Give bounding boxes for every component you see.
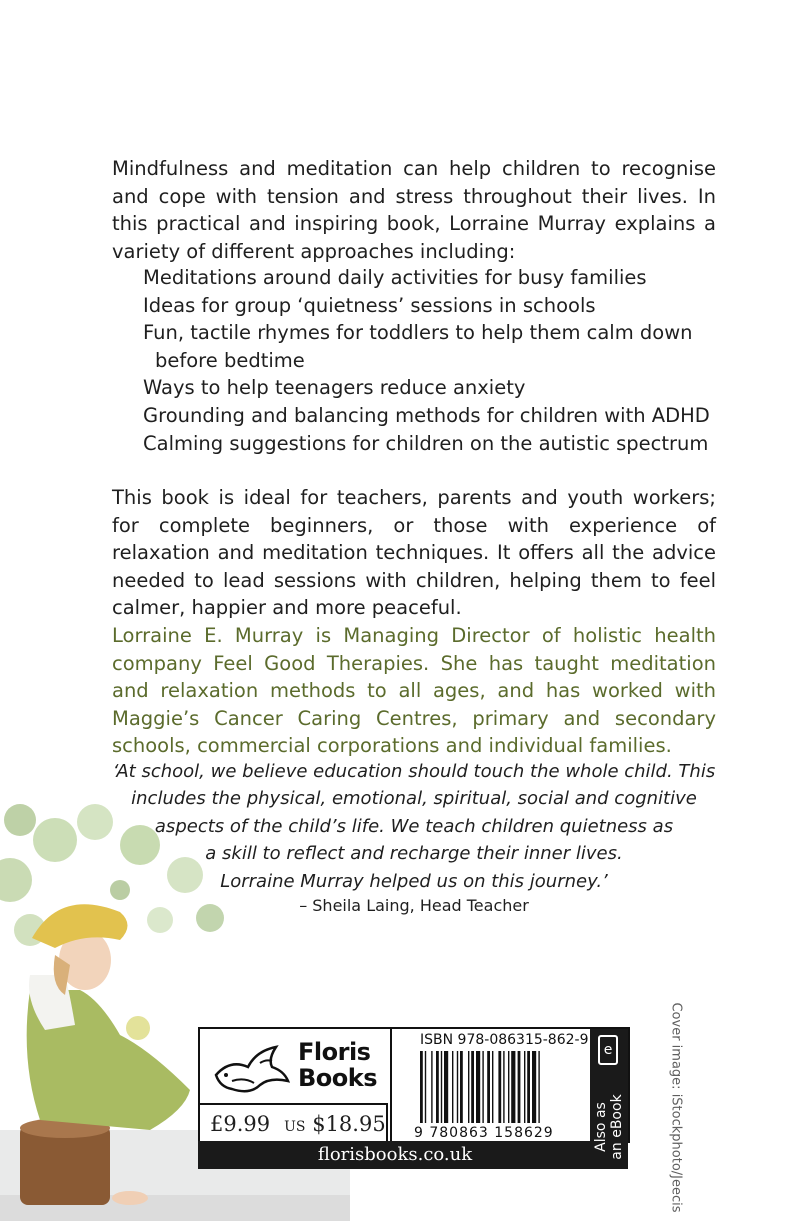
quote-line: Lorraine Murray helped us on this journey.’ [220, 870, 608, 892]
barcode [418, 1051, 578, 1125]
price-usd [284, 1112, 386, 1136]
barcode-bar [420, 1051, 423, 1123]
list-item: Grounding and balancing methods for children with ADHD [143, 403, 710, 427]
usd-value: $18.95 [312, 1112, 386, 1136]
ebook-label [593, 1078, 625, 1176]
ebook-icon: e [598, 1035, 618, 1065]
barcode-bar [511, 1051, 515, 1123]
list-item: Meditations around daily activities for busy families [143, 266, 647, 289]
barcode-bar [527, 1051, 530, 1123]
barcode-bar [471, 1051, 474, 1123]
price-gbp: £9.99 [210, 1112, 271, 1136]
barcode-bar [482, 1051, 483, 1123]
audience-paragraph: This book is ideal for teachers, parents and youth workers; for complete beginners, or those with experience of relaxation and meditation techniques. It offers all the advice needed to lead sessions with children, helping them to feel calmer, happier and more peaceful. [112, 486, 716, 620]
ebook-label-line: Also as [593, 1102, 609, 1152]
publisher-name [298, 1039, 390, 1091]
isbn-area [390, 1029, 596, 1143]
price-barcode-block [198, 1027, 630, 1170]
barcode-bar [498, 1051, 501, 1123]
intro-paragraph: Mindfulness and meditation can help children to recognise and cope with tension and stress throughout their lives. In this practical and inspiring book, Lorraine Murray explains a variety of different approaches including: [112, 157, 716, 263]
barcode-bar [460, 1051, 463, 1123]
barcode-bar [503, 1051, 504, 1123]
publisher-name-line: Books [298, 1064, 378, 1092]
barcode-bar [538, 1051, 539, 1123]
barcode-number: 9 780863 158629 [414, 1125, 554, 1141]
barcode-bar [532, 1051, 536, 1123]
ebook-label-line: an eBook [609, 1094, 625, 1160]
barcode-bar [518, 1051, 521, 1123]
list-item: Fun, tactile rhymes for toddlers to help them calm down before bedtime [143, 321, 693, 372]
quote-line: ‘At school, we believe education should touch the whole child. This [112, 761, 716, 782]
list-item: Calming suggestions for children on the autistic spectrum [143, 431, 709, 455]
approaches-list [143, 264, 718, 457]
publisher-name-line: Floris [298, 1038, 371, 1066]
author-bio: Lorraine E. Murray is Managing Director of holistic health company Feel Good Therapies. She has taught meditation and relaxation methods to all ages, and has worked with Maggie’s Cancer Caring Centres, primary and secondary schools, commercial corporations and individual families. [112, 624, 716, 758]
list-item: Ways to help teenagers reduce anxiety [143, 376, 526, 400]
dove-icon [210, 1037, 290, 1099]
barcode-bar [444, 1051, 448, 1123]
barcode-bar [436, 1051, 439, 1123]
quote-line: a skill to reflect and recharge their inner lives. [205, 843, 623, 865]
list-item: Ideas for group ‘quietness’ sessions in schools [143, 293, 596, 317]
barcode-bar [441, 1051, 442, 1123]
quote-attribution: – Sheila Laing, Head Teacher [299, 896, 529, 915]
barcode-bar [452, 1051, 453, 1123]
price-row [200, 1103, 388, 1143]
barcode-bar [476, 1051, 480, 1123]
isbn-text: ISBN 978-086315-862-9 [420, 1032, 589, 1048]
barcode-bar [457, 1051, 458, 1123]
barcode-bar [487, 1051, 490, 1123]
barcode-bar [468, 1051, 469, 1123]
quote-line: aspects of the child’s life. We teach children quietness as [154, 815, 674, 837]
barcode-bar [524, 1051, 525, 1123]
publisher-logo [210, 1037, 390, 1099]
barcode-bar [492, 1051, 493, 1123]
cover-image-credit: Cover image: iStockphoto/Jeecis [668, 1002, 684, 1213]
quote-line: includes the physical, emotional, spiritual, social and cognitive [131, 788, 697, 810]
barcode-bar [508, 1051, 509, 1123]
barcode-bar [425, 1051, 426, 1123]
website-link[interactable]: florisbooks.co.uk [198, 1141, 592, 1169]
barcode-bar [431, 1051, 432, 1123]
ebook-badge [590, 1029, 628, 1169]
us-label: US [284, 1119, 306, 1135]
